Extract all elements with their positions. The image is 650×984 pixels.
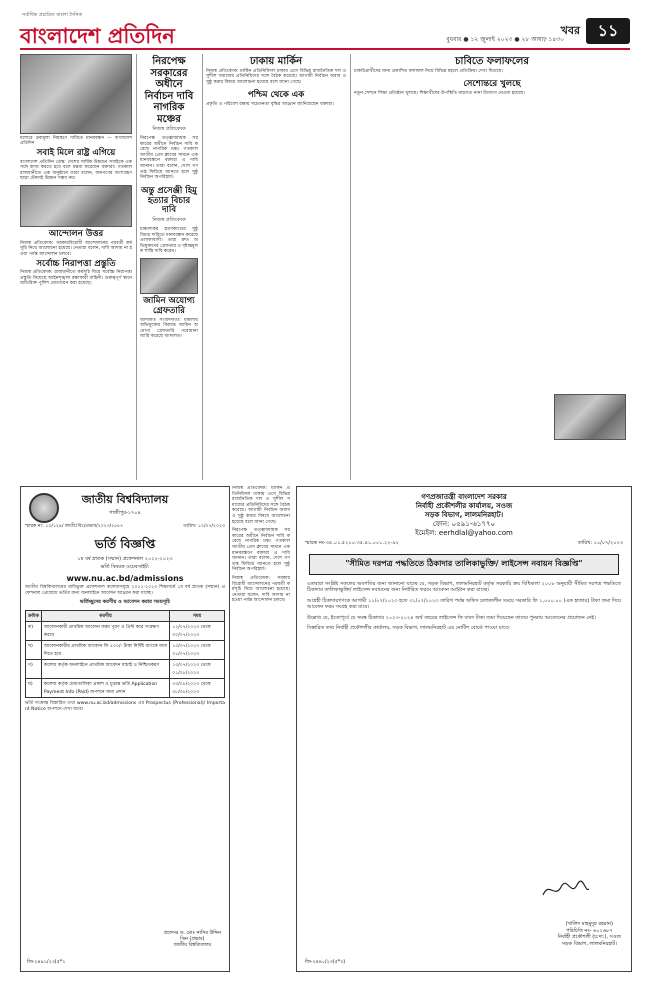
- article-body: নিজস্ব প্রতিবেদক: মার্কিন প্রতিনিধিদল ঢাকায় এসে বিভিন্ন রাজনৈতিক দল ও সুশীল সমাজের প্রতিনিধিদের সঙ্গে বৈঠক করেছে। আগামী নির্বাচন অবাধ ও সুষ্ঠু করার বিষয়ে আলোচনা হয়েছে বলে জানা গেছে।: [232, 486, 290, 525]
- division-name: সড়ক বিভাগ, লালমনিরহাট।: [424, 511, 504, 519]
- col-sl: ক্রমিক: [26, 611, 42, 622]
- column-rule: [350, 54, 351, 480]
- column-4: [354, 54, 630, 480]
- headline: সবাই মিলে রাষ্ট্র এগিয়ে: [36, 147, 116, 158]
- news-photo: [140, 258, 198, 294]
- page-number: ১১: [586, 18, 630, 44]
- tender-body: উল্লেখ্য যে, ইতোপূর্বে যে সমস্ত ঠিকাদার ২০২৩-২০২৪ অর্থ বছরের লাইসেন্স ফি বাবদ টাকা জমা দিয়েছেন তাদের পুনরায় আবেদনের প্রয়োজন নেই।: [307, 614, 596, 621]
- article-body: আদালত সংবাদদাতা: মামলায় অভিযুক্তের বিরুদ্ধে জামিন অযোগ্য গ্রেফতারি পরোয়ানা জারি করেছে আদালত।: [140, 317, 198, 340]
- article-body: নিজস্ব প্রতিবেদক: রাজধানীতে কর্মসূচি ঘিরে সর্বোচ্চ নিরাপত্তা প্রস্তুতি নিয়েছে আইনশৃঙ্খলা রক্ষাকারী বাহিনী। গুরুত্বপূর্ণ স্থানে অতিরিক্ত পুলিশ মোতায়েন করা হয়েছে।: [20, 270, 132, 287]
- column-5: [232, 486, 290, 970]
- byline: নিজস্ব প্রতিবেদক: [152, 217, 186, 224]
- website-link[interactable]: www.nu.ac.bd/admissions: [66, 574, 184, 583]
- photo-caption: যশোরে দ্রব্যমূল্য নিয়ন্ত্রণে দাবিতে মানববন্ধন — বাংলাদেশ প্রতিদিন: [20, 136, 132, 147]
- news-photo: [554, 394, 626, 440]
- signature-icon: [541, 879, 591, 901]
- headline: চাবিতে ফলাফলের: [455, 56, 529, 67]
- tender-body: এতদ্বারা সংশ্লিষ্ট সকলের অবগতির জন্য জানানো যাচ্ছে যে, সড়ক বিভাগ, লালমনিরহাট কর্তৃক সরকারি ক্রয় বিধিমালা ২০০৮ অনুযায়ী সীমিত দরপত্র পদ্ধতিতে ঠিকাদার তালিকাভুক্তি/ লাইসেন্স নবায়নের জন্য নির্ধারিত ফরমে আবেদন আহ্বান করা যাচ্ছে।: [307, 581, 621, 594]
- headline: সেশোন্তরে খুলছে: [463, 79, 521, 90]
- article-body: নিজস্ব প্রতিবেদক: সরকারবিরোধী আন্দোলনের পরবর্তী কর্মসূচি নিয়ে আলোচনা হয়েছে। নেতারা বলেন, দাবি আদায় না হওয়া পর্যন্ত আন্দোলন চলবে।: [232, 575, 290, 604]
- byline: নিজস্ব প্রতিবেদক: [152, 126, 186, 132]
- article-body: প্রকৃতি ও পরিবেশ রক্ষায় সচেতনতা বৃদ্ধির আহ্বান জানিয়েছেন বক্তারা।: [206, 102, 334, 108]
- university-emblem-icon: [29, 493, 59, 523]
- column-3: [206, 54, 346, 480]
- headline: অন্তু প্রসেঞ্জী হিমু হত্যার বিচার দাবি: [141, 185, 197, 216]
- memo-ref: স্মারক নং-৩৫.০১.৫২০০.৩৫.৪১.০০১.২২-৯২: [305, 540, 399, 546]
- headline: পশ্চিম থেকে এক: [247, 90, 305, 101]
- headline: আন্দোলন উত্তর: [48, 228, 104, 239]
- masthead: বাংলাদেশ প্রতিদিন: [20, 23, 175, 48]
- program-name: ১ম বর্ষ স্নাতক (সম্মান) প্রফেশনাল ২০২২-২০২৩: [77, 556, 173, 562]
- signer-title: নির্বাহী প্রকৌশলী (চ:দা:), সওজ: [557, 934, 621, 941]
- column-rule: [202, 54, 203, 480]
- date-line: বুধবার ● ১২ জুলাই ২০২৩ ● ২৮ আষাঢ় ১৪৩০: [446, 36, 564, 43]
- signer-title: ডিন (প্রভাব): [180, 937, 205, 942]
- article-body: চাকরিপ্রার্থীদের জন্য প্রকাশিত ফলাফল নিয়ে বিভিন্ন মহলে প্রতিক্রিয়া দেখা দিয়েছে।: [354, 68, 504, 74]
- table-row: ক) আবেদনকারী প্রাথমিক আবেদন ফরম পূরণ ও প্রিন্ট করে সংরক্ষণ করবে ১২/০৭/২০২৩ থেকে ৩০/০৭/২০২৩: [26, 622, 225, 641]
- ad-intro: জাতীয় বিশ্ববিদ্যালয়ের অধিভুক্ত প্রফেশনাল কলেজসমূহে ২০২২-২০২৩ শিক্ষাবর্ষে ১ম বর্ষ স্নাতক (সম্মান) প্রফেশনাল প্রোগ্রামে ভর্তির জন্য অনলাইনে আবেদন আহ্বান করা যাচ্ছে।: [25, 585, 225, 596]
- headline: ঢাকায় মার্কিন: [249, 56, 303, 67]
- university-admission-ad: [20, 486, 230, 972]
- news-photo: [20, 54, 132, 134]
- signer-id: পরিচিতি নং- ৬০২৬৮৭: [566, 927, 613, 934]
- signer-org: সড়ক বিভাগ, লালমনিরহাট।: [561, 940, 617, 947]
- tender-notice-ad: [296, 486, 632, 972]
- article-body: নতুন সেশনে শিক্ষা প্রতিষ্ঠান খুলছে। শিক্ষার্থীদের উপস্থিতি বাড়াতে নানা উদ্যোগ নেওয়া হয়েছে।: [354, 90, 525, 96]
- section-label: খবর: [560, 24, 580, 37]
- ad-title: ভর্তি বিজ্ঞপ্তি: [94, 537, 156, 551]
- university-name: জাতীয় বিশ্ববিদ্যালয়: [81, 493, 169, 506]
- ad-ref: জি-২৪৯১/২৩(৫*২: [27, 960, 66, 965]
- col-task: করণীয়: [41, 611, 169, 622]
- page-header: [20, 12, 630, 50]
- col-time: সময়: [170, 611, 225, 622]
- tender-banner: "সীমিত দরপত্র পদ্ধতিতে ঠিকাদার তালিকাভুক্তি/ লাইসেন্স নবায়ন বিজ্ঞপ্তি": [309, 554, 618, 575]
- ad-ref: জি-২৪৪০/২৩(৫*৩): [305, 960, 346, 965]
- table-row: খ) আবেদনকারীর প্রাথমিক আবেদন ফি ৫০০/- টাকা নির্দিষ্ট ব্যাংকে জমা দিতে হবে ১৩/০৭/২০২৩ থেকে ৩১/০৭/২০২৩: [26, 641, 225, 660]
- headline: সর্বোচ্চ নিরাপত্তা প্রস্তুতি: [36, 258, 116, 269]
- government-name: গণপ্রজাতন্ত্রী বাংলাদেশ সরকার: [421, 493, 507, 501]
- table-row: ঘ) কলেজ কর্তৃক মেধাতালিকা প্রকাশ ও চূড়ান্ত ভর্তি Application Payment Info (Paid) অপশনে জমা প্রদান ০৩/০৮/২০২৩ থেকে ০৮/০৮/২০২৩: [26, 679, 225, 698]
- article-body: নিজস্ব প্রতিবেদক: মার্কিন প্রতিনিধিদল ঢাকায় এসে বিভিন্ন রাজনৈতিক দল ও সুশীল সমাজের প্রতিনিধিদের সঙ্গে বৈঠক করেছে। আগামী নির্বাচন অবাধ ও সুষ্ঠু করার বিষয়ে আলোচনা হয়েছে বলে জানা গেছে।: [206, 68, 346, 85]
- signer-name: প্রফেসর ড. মোঃ নাসির উদ্দিন: [163, 931, 221, 936]
- schedule-title: ভর্তিচ্ছুদের করণীয় ও আবেদন করার সময়সূচি: [79, 599, 171, 606]
- headline: জামিন অযোগ্য গ্রেফতারি: [143, 296, 195, 316]
- headline: নিরপেক্ষ সরকারের অধীনে নির্বাচন দাবি নাগরিক মঞ্চের: [144, 56, 194, 125]
- office-name: নির্বাহী প্রকৌশলীর কার্যালয়, সওজ: [415, 502, 513, 510]
- column-2: [140, 54, 198, 480]
- masthead-tagline: সর্বাধিক প্রচারিত বাংলা দৈনিক: [22, 12, 82, 18]
- article-body: নিজস্ব প্রতিবেদক: সরকারবিরোধী আন্দোলনের পরবর্তী কর্মসূচি নিয়ে আলোচনা হয়েছে। নেতারা বলেন, দাবি আদায় না হওয়া পর্যন্ত আন্দোলন চলবে।: [20, 240, 132, 257]
- tender-body: বিস্তারিত তথ্য নির্বাহী প্রকৌশলীর কার্যালয়, সড়ক বিভাগ, লালমনিরহাট এর নোটিশ বোর্ডে পাওয়া যাবে।: [307, 625, 510, 632]
- office-phone: ফোন: ০৫৯১-৬১৭৭০: [432, 520, 496, 528]
- table-row: গ) কলেজ কর্তৃক অনলাইনে প্রাথমিক আবেদন যাচাই ও নিশ্চিতকরণ ১৩/০৭/২০২৩ থেকে ০১/০৮/২০২৩: [26, 660, 225, 679]
- memo-date: তারিখ: ১০/০৭/২০২৩: [183, 524, 225, 529]
- news-photo: [20, 185, 132, 227]
- website-label: ভর্তি বিষয়ক ওয়েবসাইট:: [100, 564, 150, 570]
- university-location: গাজীপুর-১৭০৪: [109, 510, 141, 516]
- article-body: নিরপেক্ষ তত্ত্বাবধায়ক সরকারের অধীনে নির্বাচন দাবি করেছে নাগরিক মঞ্চ। গতকাল জাতীয় প্রেস ক্লাবের সামনে এক মানববন্ধনে বক্তারা এ দাবি জানান। তারা বলেন, দেশে গণতন্ত্র ফিরিয়ে আনতে হলে সুষ্ঠু নির্বাচন অপরিহার্য।: [232, 528, 290, 573]
- column-rule: [136, 54, 137, 480]
- signer-name: (খালিদ মাহমুদুর রহমান): [565, 921, 613, 928]
- memo-date: তারিখ: ১০/০৭/২০২৩: [577, 540, 623, 546]
- office-email[interactable]: ইমেইল: eerhdlal@yahoo.com: [415, 529, 513, 537]
- tender-body: আগ্রহী ঠিকাদারগণকে আগামী ১১/০৭/২০২৩ হতে ৩১/০৭/২০২৩ তারিখ পর্যন্ত অফিস চলাকালীন সময়ে সরকারি ফি ১,০০০.০০ (এক হাজার) টাকা জমা দিয়ে আবেদন ফরম সংগ্রহ করা যাবে।: [307, 597, 621, 611]
- memo-ref: স্মারক নং: ১০/১২৯/ জাতীঃবিঃ/প্রভাব/২০২৩/২৫৮৭: [25, 524, 124, 529]
- article-body: নিরপেক্ষ তত্ত্বাবধায়ক সরকারের অধীনে নির্বাচন দাবি করেছে নাগরিক মঞ্চ। গতকাল জাতীয় প্রেস ক্লাবের সামনে এক মানববন্ধনে বক্তারা এ দাবি জানান। তারা বলেন, দেশে গণতন্ত্র ফিরিয়ে আনতে হলে সুষ্ঠু নির্বাচন অপরিহার্য।: [140, 136, 198, 181]
- column-1: [20, 54, 132, 480]
- article-body: বাংলাদেশ প্রতিদিন ডেস্ক: দেশের সার্বিক উন্নয়নে সবাইকে একসঙ্গে কাজ করতে হবে বলে মন্তব্য করেছেন বক্তারা। গতকাল রাজধানীতে এক অনুষ্ঠানে তারা বলেন, জনগণের অংশগ্রহণ ছাড়া টেকসই উন্নয়ন সম্ভব নয়।: [20, 159, 132, 182]
- schedule-table: [25, 610, 225, 698]
- article-body: চাঞ্চল্যকর হত্যাকাণ্ডের সুষ্ঠু বিচার দাবিতে মানববন্ধন করেছে এলাকাবাসী। তারা দ্রুত অভিযুক্তদের গ্রেফতার ও দৃষ্টান্তমূলক শাস্তি দাবি করেন।: [140, 227, 198, 255]
- signer-org: জাতীয় বিশ্ববিদ্যালয়: [173, 943, 212, 948]
- ad-note: ভর্তি সংক্রান্ত বিস্তারিত তথ্য www.nu.ac.bd/admissions এর Prospectus (Professional)/ Important Notice অপশনে দেখা যাবে।: [25, 701, 225, 712]
